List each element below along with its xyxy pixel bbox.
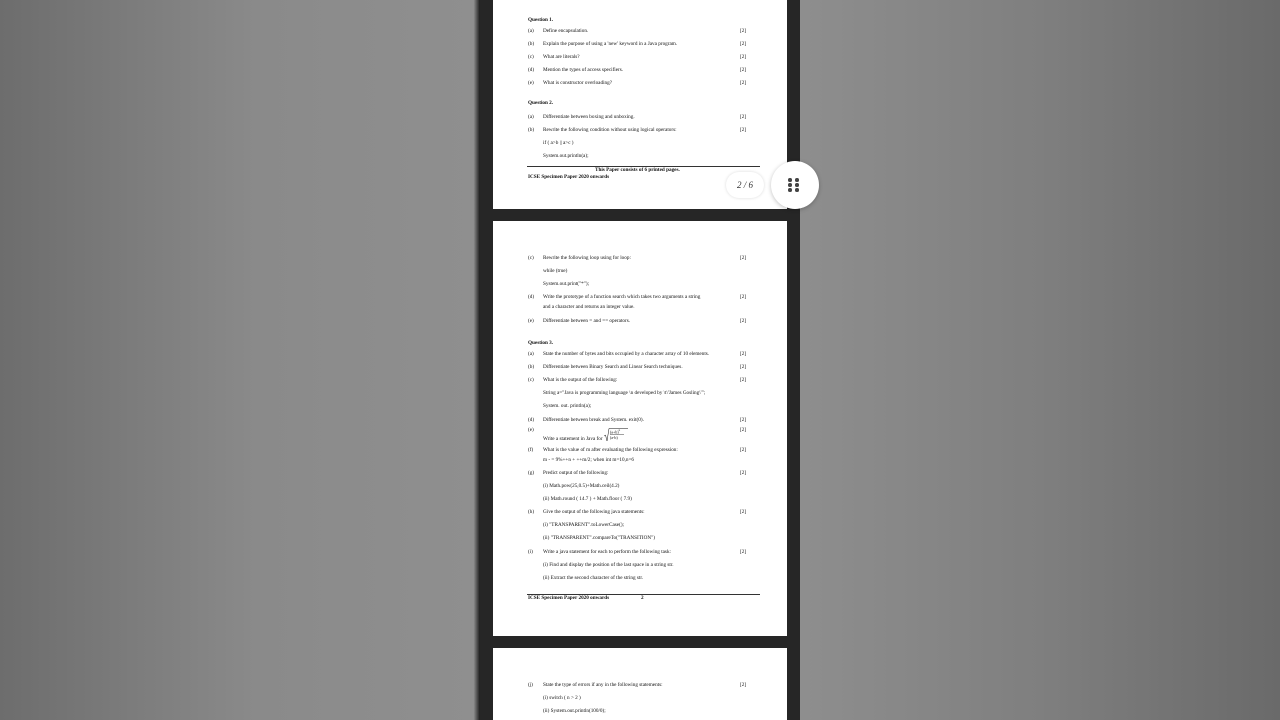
item-label: (b) bbox=[528, 364, 535, 370]
item-text: What is the value of m after evaluating the following expression: bbox=[543, 447, 678, 453]
item-marks: [2] bbox=[740, 28, 747, 34]
item-text: What is the output of the following: bbox=[543, 377, 618, 383]
sub-item: (i) Find and display the position of the last space in a string str. bbox=[543, 562, 674, 568]
footer-title: ICSE Specimen Paper 2020 onwards bbox=[528, 595, 610, 601]
fraction-numerator bbox=[610, 429, 620, 434]
item-marks: [2] bbox=[740, 318, 747, 324]
item-marks: [2] bbox=[740, 417, 747, 423]
item-label: (a) bbox=[528, 28, 534, 34]
numerator-text: (a+b) bbox=[609, 429, 619, 435]
item-text: Differentiate between break and System. exit(0). bbox=[543, 417, 644, 423]
item-text-prefix: Write a statement in Java for bbox=[543, 436, 603, 443]
item-label: (h) bbox=[528, 509, 535, 515]
item-text bbox=[543, 428, 725, 445]
item-text: Write a java statement for each to perform the following task: bbox=[543, 549, 671, 555]
item-label: (a) bbox=[528, 351, 534, 357]
pdf-viewer[interactable] bbox=[480, 0, 800, 720]
item-marks: [2] bbox=[740, 549, 747, 555]
item-marks: [2] bbox=[740, 67, 747, 73]
item-text: State the type of errors if any in the following statements: bbox=[543, 682, 663, 688]
item-label: (e) bbox=[528, 80, 534, 86]
expression-line: m - = 9%++n + ++m/2; when int m=10,n=6 bbox=[543, 457, 634, 463]
item-marks: [2] bbox=[740, 41, 747, 47]
item-text: Mention the types of access specifiers. bbox=[543, 67, 624, 73]
item-marks: [2] bbox=[740, 54, 747, 60]
item-marks: [2] bbox=[740, 294, 747, 300]
item-marks: [2] bbox=[740, 470, 747, 476]
item-marks: [2] bbox=[740, 351, 747, 357]
item-text: Explain the purpose of using a 'new' keyword in a Java program. bbox=[543, 41, 678, 47]
item-label: (e) bbox=[528, 427, 534, 433]
code-line: System. out. println(a); bbox=[543, 403, 592, 409]
item-marks: [2] bbox=[740, 364, 747, 370]
code-line: String a="Java is programming language \n developed by \t\'James Gosling\'"; bbox=[543, 390, 706, 396]
footer-title: ICSE Specimen Paper 2020 onwards bbox=[528, 174, 610, 180]
sub-item: (ii) System.out.println(100/0); bbox=[543, 708, 606, 714]
question-2-heading: Question 2. bbox=[528, 100, 554, 106]
item-label: (g) bbox=[528, 470, 535, 476]
grid-dots-icon bbox=[788, 178, 800, 192]
background-right bbox=[800, 0, 1280, 720]
item-text: Rewrite the following loop using for loop: bbox=[543, 255, 631, 261]
pdf-page-2 bbox=[493, 221, 787, 636]
pdf-page-3 bbox=[493, 648, 787, 720]
item-text: What is constructor overloading? bbox=[543, 80, 613, 86]
item-text: Differentiate between = and == operators. bbox=[543, 318, 631, 324]
item-label: (f) bbox=[528, 447, 534, 453]
sub-item: (i) Math.pow(25,0.5)+Math.ceil(4.2) bbox=[543, 483, 620, 489]
question-3-heading: Question 3. bbox=[528, 340, 554, 346]
item-label: (d) bbox=[528, 417, 535, 423]
page-indicator: 2 / 6 bbox=[726, 172, 764, 198]
item-marks: [2] bbox=[740, 682, 747, 688]
item-text: Write the prototype of a function search which takes two arguments a string bbox=[543, 294, 701, 300]
question-1-heading: Question 1. bbox=[528, 17, 554, 23]
sqrt-expression bbox=[604, 428, 628, 445]
item-label: (c) bbox=[528, 377, 534, 383]
item-label: (j) bbox=[528, 682, 533, 688]
footer-page-number: 2 bbox=[641, 595, 644, 601]
code-line: if ( a>b || a>c ) bbox=[543, 140, 574, 146]
item-label: (b) bbox=[528, 41, 535, 47]
item-text: Differentiate between Binary Search and Linear Search techniques. bbox=[543, 364, 683, 370]
item-label: (d) bbox=[528, 67, 535, 73]
item-text: Rewrite the following condition without using logical operators: bbox=[543, 127, 677, 133]
item-marks: [2] bbox=[740, 377, 747, 383]
item-label: (e) bbox=[528, 318, 534, 324]
code-line: while (true) bbox=[543, 268, 568, 274]
code-line: System.out.println(a); bbox=[543, 153, 589, 159]
code-line: System.out.print("*"); bbox=[543, 281, 590, 287]
item-label: (b) bbox=[528, 127, 535, 133]
item-label: (i) bbox=[528, 549, 533, 555]
sub-item: (i) switch ( n > 2 ) bbox=[543, 695, 581, 701]
item-text: Differentiate between boxing and unboxing. bbox=[543, 114, 635, 120]
item-label: (c) bbox=[528, 54, 534, 60]
item-marks: [2] bbox=[740, 127, 747, 133]
page-count-note: This Paper consists of 6 printed pages. bbox=[595, 167, 680, 173]
item-text: Give the output of the following java statements: bbox=[543, 509, 645, 515]
item-text: Predict output of the following: bbox=[543, 470, 609, 476]
item-marks: [2] bbox=[740, 427, 747, 433]
item-text-continued: and a character and returns an integer value. bbox=[543, 304, 635, 310]
fraction-denominator: (a-b) bbox=[609, 435, 618, 440]
item-marks: [2] bbox=[740, 114, 747, 120]
item-marks: [2] bbox=[740, 447, 747, 453]
item-label: (d) bbox=[528, 294, 535, 300]
sub-item: (ii) Extract the second character of the string str. bbox=[543, 575, 644, 581]
grid-menu-button[interactable] bbox=[771, 161, 819, 209]
numerator-exponent: n bbox=[618, 428, 621, 432]
item-text: Define encapsulation. bbox=[543, 28, 589, 34]
sub-item: (ii) Math.round ( 14.7 ) + Math.floor ( 7.9) bbox=[543, 496, 632, 502]
sub-item: (i) "TRANSPARENT".toLowerCase(); bbox=[543, 522, 624, 528]
item-label: (c) bbox=[528, 255, 534, 261]
item-marks: [2] bbox=[740, 509, 747, 515]
item-text: What are literals? bbox=[543, 54, 580, 60]
item-marks: [2] bbox=[740, 255, 747, 261]
item-text: State the number of bytes and bits occupied by a character array of 10 elements. bbox=[543, 351, 710, 357]
item-label: (a) bbox=[528, 114, 534, 120]
item-marks: [2] bbox=[740, 80, 747, 86]
sub-item: (ii) "TRANSPARENT".compareTo("TRANSITION") bbox=[543, 535, 655, 541]
